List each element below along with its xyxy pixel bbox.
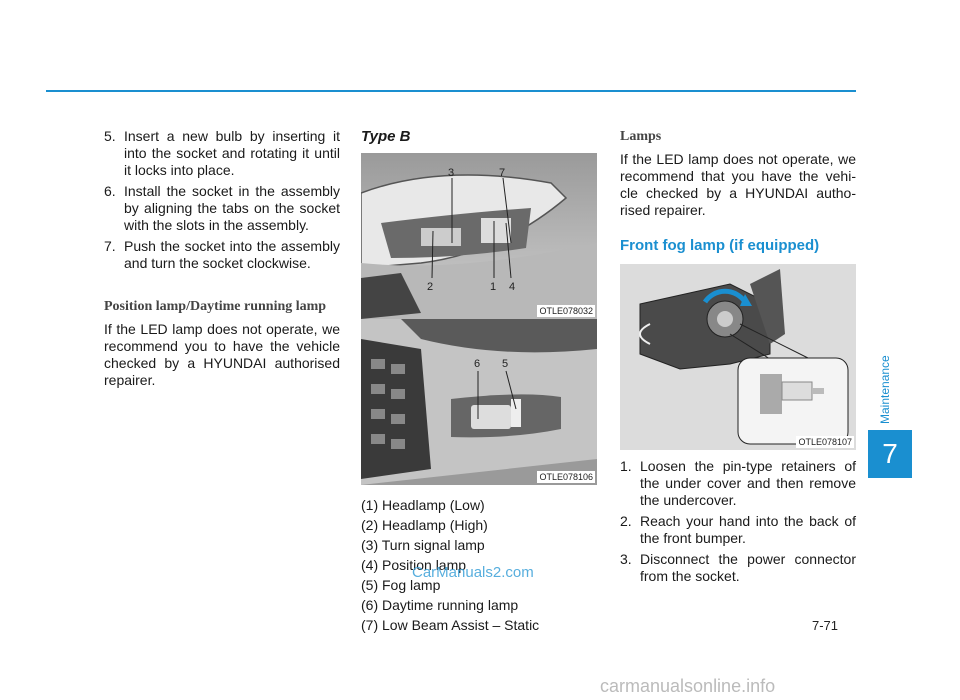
- legend-item: (4) Position lamp: [361, 557, 467, 573]
- right-column: [620, 128, 856, 589]
- foglamp-illustration: [361, 319, 597, 485]
- bulb-steps: [104, 128, 340, 272]
- left-column: [104, 128, 340, 389]
- step-item: 2. Reach your hand into the back of the front bumper.: [620, 513, 856, 546]
- lamps-heading: Lamps: [620, 129, 662, 144]
- step-item: 5. Insert a new bulb by inserting it into the socket and rotating it until it locks into place.: [104, 128, 340, 178]
- step-item: 7. Push the socket into the assembly and turn the socket clockwise.: [104, 238, 340, 271]
- legend-item: (1) Headlamp (Low): [361, 497, 485, 513]
- figure-code: OTLE078107: [798, 437, 852, 447]
- fog-lamp-heading: Front fog lamp (if equipped): [620, 237, 820, 254]
- headlamp-figure: [361, 153, 597, 319]
- type-b-heading: Type B: [361, 128, 411, 145]
- legend-item: (3) Turn signal lamp: [361, 537, 485, 553]
- callout-4: 4: [509, 281, 516, 293]
- position-lamp-heading: Position lamp/Daytime running lamp: [104, 299, 327, 314]
- fog-lamp-illustration: [620, 264, 856, 450]
- watermark: CarManuals2.com: [412, 564, 534, 581]
- callout-7: 7: [499, 167, 506, 179]
- step-item: 1. Loosen the pin-type retainers of the under cover and then remove the undercover.: [620, 458, 856, 508]
- callout-6: 6: [474, 358, 481, 370]
- footer-watermark: carmanualsonline.info: [600, 676, 776, 696]
- callout-1: 1: [490, 281, 497, 293]
- legend-item: (5) Fog lamp: [361, 577, 441, 593]
- callout-2: 2: [427, 281, 434, 293]
- fog-lamp-figure: [620, 264, 856, 450]
- step-item: 3. Disconnect the power connector from the socket.: [620, 551, 856, 584]
- chapter-tab: 7: [868, 430, 912, 478]
- headlamp-illustration: [361, 153, 597, 319]
- foglamp-figure: [361, 319, 597, 485]
- figure-code: OTLE078106: [539, 472, 593, 482]
- callout-5: 5: [502, 358, 509, 370]
- page-number: 7-71: [812, 618, 839, 633]
- step-item: 6. Install the socket in the assembly by aligning the tabs on the socket with the slots in the assembly.: [104, 183, 340, 233]
- position-lamp-body: If the LED lamp does not operate, we recommend you to have the vehicle checked by a HYUNDAI authorised repairer.: [104, 321, 340, 388]
- section-tab-label: Maintenance: [878, 355, 892, 425]
- legend-item: (6) Daytime running lamp: [361, 597, 519, 613]
- top-rule: [46, 90, 856, 92]
- callout-3: 3: [448, 167, 455, 179]
- fog-steps: [620, 458, 856, 585]
- middle-column: [361, 128, 597, 637]
- legend-item: (2) Headlamp (High): [361, 517, 488, 533]
- lamps-body: If the LED lamp does not operate, we recommend that you have the vehi-cle checked by a HYUNDAI autho-rised repairer.: [620, 151, 856, 218]
- figure-code: OTLE078032: [539, 306, 593, 316]
- legend-item: (7) Low Beam Assist – Static: [361, 617, 540, 633]
